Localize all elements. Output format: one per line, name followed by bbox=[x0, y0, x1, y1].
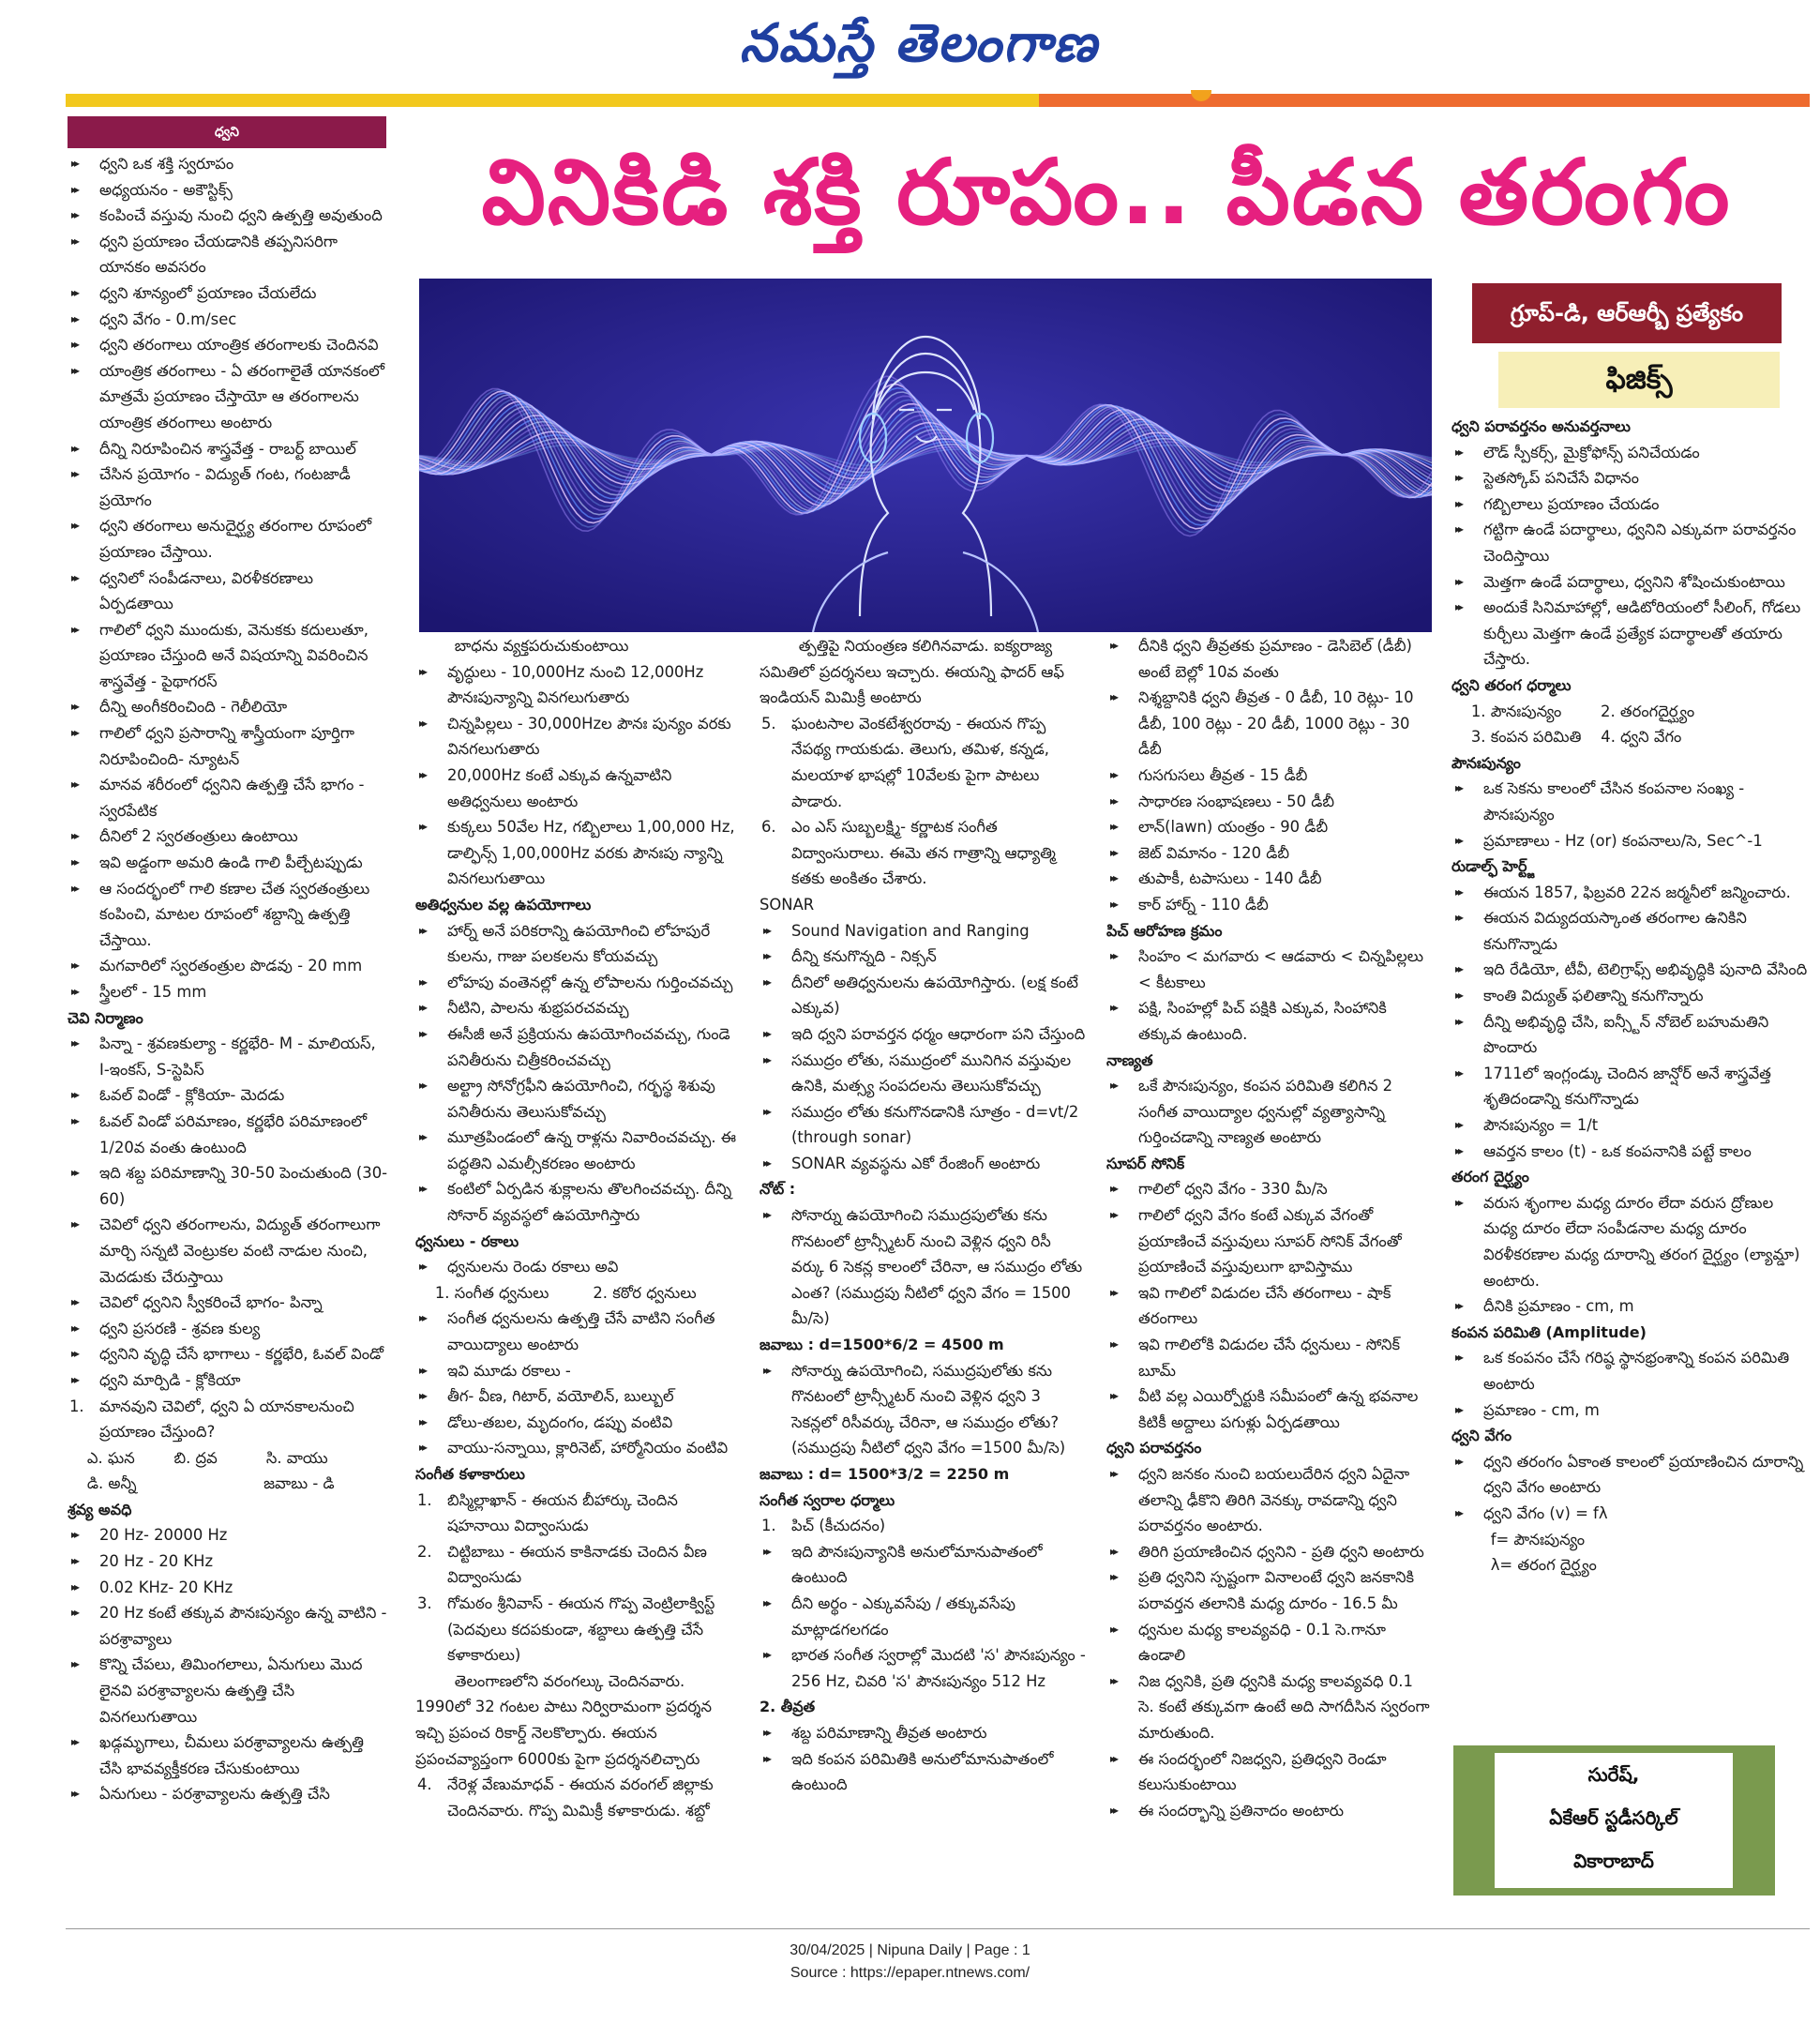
item-text: ఎం ఎస్ సుబ్బలక్ష్మి- కర్ణాటక సంగీత విద్వాంసురాలు. ఈమె తన గాత్రాన్ని ఆధ్యాత్మి కతకు అంకితం చేశారు. bbox=[791, 818, 1061, 888]
paragraph-text: f= పౌనఃపున్యం bbox=[1451, 1530, 1586, 1548]
bullet-item: ▸▸ పిన్నా - శ్రవణకుల్యా - కర్ణభేరి- M - మాలియస్, I-ఇంకస్, S-స్టెపిస్ bbox=[68, 1031, 388, 1082]
footer-divider bbox=[66, 1928, 1810, 1929]
newspaper-logo: నమస్తే తెలంగాణ bbox=[739, 12, 1099, 74]
bullet-item: ▸▸ గాలిలో ధ్వని ముందుకు, వెనుకకు కదులుతూ, ప్రయాణం చేస్తుంది అనే విషయాన్ని వివరించిన శాస్త్రవేత్త - పైథాగరస్ bbox=[68, 617, 388, 695]
paragraph-text: త్పత్తిపై నియంత్రణ కలిగినవాడు. ఐక్యరాజ్య సమితిలో ప్రదర్శనలు ఇచ్చారు. ఈయన్ని ఫాదర్ ఆఫ్ ఇండియన్ మిమిక్రీ అంటారు bbox=[760, 637, 1070, 707]
item-text: మానవుని చెవిలో, ధ్వని ఏ యానకాలనుంచి ప్రయాణం చేస్తుంది? bbox=[99, 1397, 360, 1442]
item-number: 1. bbox=[417, 1490, 432, 1509]
item-number: 3. bbox=[417, 1594, 432, 1612]
section-heading: ధ్వని పరావర్తనం bbox=[1106, 1439, 1202, 1458]
numbered-item bbox=[415, 1772, 744, 1823]
bullet-item: ▸▸ వరుస శృంగాల మధ్య దూరం లేదా వరుస ద్రోణుల మధ్య దూరం లేదా సంపీడనాల మధ్య దూరం విరళీకరణాల మధ్య దూరాన్ని తరంగ దైర్ఘ్యం (ల్యామ్డా) అంటారు. bbox=[1451, 1190, 1808, 1293]
bullet-item: ▸▸ ఒకే పౌనఃపున్యం, కంపన పరిమితి కలిగిన 2 సంగీత వాయిద్యాల ధ్వనుల్లో వ్యత్యాసాన్ని గుర్తించడాన్ని నాణ్యత అంటారు bbox=[1106, 1073, 1430, 1151]
bullet-item: ▸▸ ఈ సందర్భాన్ని ప్రతినాదం అంటారు bbox=[1106, 1798, 1430, 1824]
author-organization: ఏకేఆర్ స్టడీసర్కిల్ bbox=[1549, 1806, 1678, 1829]
paragraph-text: డి. అన్నీ జవాబు - డి bbox=[68, 1474, 335, 1493]
bullet-item: ▸▸ ఇవి గాలిలో విడుదల చేసే తరంగాలు - షాక్ తరంగాలు bbox=[1106, 1280, 1430, 1332]
bullet-item: ▸▸ ధ్వని మార్పిడి - క్లోకియా bbox=[68, 1367, 388, 1394]
section-heading: చెవి నిర్మాణం bbox=[68, 1008, 143, 1027]
numbered-item bbox=[760, 711, 1088, 814]
section-heading: శ్రవ్య అవధి bbox=[68, 1500, 132, 1518]
bullet-item: ▸▸ ఇది పౌనఃపున్యానికి అనులోమానుపాతంలో ఉంటుంది bbox=[760, 1539, 1088, 1591]
bullet-item: ▸▸ 20,000Hz కంటే ఎక్కువ ఉన్నవాటిని అతిధ్వనులు అంటారు bbox=[415, 763, 744, 814]
bullet-item: ▸▸ ధ్వనిలో సంపీడనాలు, విరళీకరణాలు ఏర్పడతాయి bbox=[68, 566, 388, 617]
bullet-item: ▸▸ సింహం < మగవారు < ఆడవారు < చిన్నపిల్లలు < కీటకాలు bbox=[1106, 944, 1430, 995]
bullet-item: ▸▸ శబ్ద పరిమాణాన్ని తీవ్రత అంటారు bbox=[760, 1720, 1088, 1746]
column-5 bbox=[1451, 414, 1808, 1745]
bullet-item: ▸▸ ఓవల్ విండో పరిమాణం, కర్ణభేరి పరిమాణంలో 1/20వ వంతు ఉంటుంది bbox=[68, 1109, 388, 1160]
bullet-item: ▸▸ అల్ట్రా సోనోగ్రఫీని ఉపయోగించి, గర్భస్థ శిశువు పనితీరును తెలుసుకోవచ్చు bbox=[415, 1073, 744, 1125]
bullet-item: ▸▸ వృద్ధులు - 10,000Hz నుంచి 12,000Hz పౌనఃపున్యాన్ని వినగలుగుతారు bbox=[415, 659, 744, 711]
subject-badge: ఫిజిక్స్ bbox=[1498, 352, 1780, 408]
paragraph-text: ఎ. ఘన బి. ద్రవ సి. వాయు bbox=[68, 1448, 328, 1467]
bullet-item: ▸▸ ఇది కంపన పరిమితికి అనులోమానుపాతంలో ఉంటుంది bbox=[760, 1746, 1088, 1798]
bullet-item: ▸▸ సాధారణ సంభాషణలు - 50 డీబీ bbox=[1106, 789, 1430, 815]
bullet-item: ▸▸ ఇది రేడియో, టీవీ, టెలిగ్రాఫ్స్ అభివృద్ధికి పునాది వేసింది bbox=[1451, 957, 1808, 983]
bullet-item: ▸▸ కంటిలో ఏర్పడిన శుక్లాలను తొలగించవచ్చు. దీన్ని సోనార్ వ్యవస్థలో ఉపయోగిస్తారు bbox=[415, 1176, 744, 1228]
section-heading: సంగీత కళాకారులు bbox=[415, 1465, 525, 1483]
section-heading: అతిధ్వనుల వల్ల ఉపయోగాలు bbox=[415, 895, 592, 914]
bullet-item: ▸▸ గబ్బిలాలు ప్రయాణం చేయడం bbox=[1451, 491, 1808, 518]
bullet-item: ▸▸ పక్షి, సింహల్లో పిచ్ పక్షికి ఎక్కువ, సింహానికి తక్కువ ఉంటుంది. bbox=[1106, 995, 1430, 1047]
bullet-item: ▸▸ దీనికి ప్రమాణం - cm, m bbox=[1451, 1293, 1808, 1320]
paragraph-text: 3. కంపన పరిమితి 4. ధ్వని వేగం bbox=[1451, 728, 1682, 747]
footer-date-page: 30/04/2025 | Nipuna Daily | Page : 1 bbox=[790, 1942, 1030, 1958]
item-text: చిట్టిబాబు - ఈయన కాకినాడకు చెందిన వీణ విద్వాంసుడు bbox=[447, 1542, 713, 1587]
bullet-item: ▸▸ సముద్రం లోతు కనుగొనడానికి సూత్రం - d=vt/2 (through sonar) bbox=[760, 1099, 1088, 1151]
bullet-item: ▸▸ ధ్వని తరంగాలు యాంత్రిక తరంగాలకు చెందినవి bbox=[68, 332, 388, 358]
bullet-item: ▸▸ కొన్ని చేపలు, తిమింగలాలు, ఏనుగులు మొద లైనవి పరశ్రావ్యాలను ఉత్పత్తి చేసి వినగలుగుతాయి bbox=[68, 1652, 388, 1729]
bullet-item: ▸▸ సముద్రం లోతు, సముద్రంలో మునిగిన వస్తువుల ఉనికి, మత్స్య సంపదలను తెలుసుకోవచ్చు bbox=[760, 1048, 1088, 1099]
bullet-item: ▸▸ ఇది శబ్ద పరిమాణాన్ని 30-50 పెంచుతుంది (30-60) bbox=[68, 1160, 388, 1212]
section-heading: కంపన పరిమితి (Amplitude) bbox=[1451, 1322, 1647, 1341]
bullet-item: ▸▸ గాలిలో ధ్వని వేగం - 330 మీ/సె bbox=[1106, 1176, 1430, 1202]
section-heading: పిచ్ ఆరోహణ క్రమం bbox=[1106, 921, 1223, 940]
bullet-item: ▸▸ Sound Navigation and Ranging bbox=[760, 918, 1088, 944]
section-heading: నాణ్యత bbox=[1106, 1050, 1153, 1069]
bullet-item: ▸▸ ప్రమాణం - cm, m bbox=[1451, 1397, 1808, 1424]
bullet-item: ▸▸ ధ్వనిని వృద్ధి చేసే భాగాలు - కర్ణభేరి, ఓవల్ విండో bbox=[68, 1341, 388, 1367]
numbered-item bbox=[760, 1513, 1088, 1539]
section-heading: 2. తీవ్రత bbox=[760, 1698, 816, 1716]
numbered-item bbox=[68, 1394, 388, 1445]
bullet-item: ▸▸ లోహపు వంతెనల్లో ఉన్న లోపాలను గుర్తించవచ్చు bbox=[415, 970, 744, 996]
bullet-item: ▸▸ సోనార్ను ఉపయోగించి సముద్రపులోతు కను గొనటంలో ట్రాన్స్మీటర్ నుంచి వెళ్లిన ధ్వని రిసీ వర్కు 6 సెకన్ల కాలంలో చేరినా, ఆ సముద్రం లోతు ఎంత? (సముద్రపు నీటిలో ధ్వని వేగం = 1500 మీ/సె) bbox=[760, 1202, 1088, 1332]
author-box bbox=[1453, 1745, 1775, 1896]
section-heading: ధ్వని తరంగ ధర్మాలు bbox=[1451, 675, 1572, 694]
bullet-item: ▸▸ ఈ సందర్భంలో నిజధ్వని, ప్రతిధ్వని రెండూ కలుసుకుంటాయి bbox=[1106, 1746, 1430, 1798]
section-heading: తరంగ దైర్ఘ్యం bbox=[1451, 1168, 1529, 1186]
bullet-item: ▸▸ ధ్వని తరంగాలు అనుదైర్ఘ్య తరంగాల రూపంలో ప్రయాణం చేస్తాయి. bbox=[68, 513, 388, 565]
bullet-item: ▸▸ వీటి వల్ల ఎయిర్పోర్టుకి సమీపంలో ఉన్న భవనాల కిటికీ అద్దాలు పగుళ్లు ఏర్పడతాయి bbox=[1106, 1383, 1430, 1435]
bullet-item: ▸▸ తుపాకీ, టపాసులు - 140 డీబీ bbox=[1106, 866, 1430, 892]
author-place: వికారాబాద్ bbox=[1573, 1850, 1654, 1872]
bullet-item: ▸▸ గాలిలో ధ్వని వేగం కంటే ఎక్కువ వేగంతో ప్రయాణించే వస్తువులు సూపర్ సోనిక్ వేగంతో ప్రయాణించే వస్తువులుగా భావిస్తాము bbox=[1106, 1202, 1430, 1280]
bullet-item: ▸▸ 20 Hz - 20 KHz bbox=[68, 1548, 388, 1575]
item-text: ఘంటసాల వెంకటేశ్వరరావు - ఈయన గొప్ప నేపథ్య గాయకుడు. తెలుగు, తమిళ, కన్నడ, మలయాళ భాషల్లో 10వేలకు పైగా పాటలు పాడారు. bbox=[791, 714, 1055, 810]
bullet-item: ▸▸ చెవిలో ధ్వనిని స్వీకరించే భాగం- పిన్నా bbox=[68, 1290, 388, 1316]
bullet-item: ▸▸ లౌడ్ స్పీకర్స్, మైక్రోఫోన్స్ పనిచేయడం bbox=[1451, 440, 1808, 466]
section-heading: రుడాల్ఫ్ హెర్ట్జ్ bbox=[1451, 857, 1535, 876]
bullet-item: ▸▸ కంపించే వస్తువు నుంచి ధ్వని ఉత్పత్తి అవుతుంది bbox=[68, 203, 388, 229]
item-number: 2. bbox=[417, 1542, 432, 1561]
bullet-item: ▸▸ ఒక కంపనం చేసే గరిష్ఠ స్థానభ్రంశాన్ని కంపన పరిమితి అంటారు bbox=[1451, 1345, 1808, 1397]
topic-label: ధ్వని bbox=[68, 116, 386, 148]
bullet-item: ▸▸ మూత్రపిండంలో ఉన్న రాళ్లను నివారించవచ్చు. ఈ పద్ధతిని ఎమల్సీకరణం అంటారు bbox=[415, 1125, 744, 1176]
bullet-item: ▸▸ ధ్వని శూన్యంలో ప్రయాణం చేయలేదు bbox=[68, 280, 388, 307]
bullet-item: ▸▸ ధ్వనులను రెండు రకాలు అవి bbox=[415, 1254, 744, 1280]
bullet-item: ▸▸ ఖడ్గమృగాలు, చీమలు పరశ్రావ్యాలను ఉత్పత్తి చేసి భావవ్యక్తీకరణ చేసుకుంటాయి bbox=[68, 1729, 388, 1781]
masthead bbox=[0, 0, 1820, 94]
bullet-item: ▸▸ కుక్కలు 50వేల Hz, గబ్బిలాలు 1,00,000 Hz, డాల్ఫిన్స్ 1,00,000Hz వరకు పౌనఃపు న్యాన్ని వినగలుగుతాయి bbox=[415, 814, 744, 892]
bullet-item: ▸▸ చిన్నపిల్లలు - 30,000Hzల పౌనః పున్యం వరకు వినగలుగుతారు bbox=[415, 711, 744, 763]
header-rule-accent bbox=[1039, 94, 1810, 107]
numbered-item bbox=[415, 1539, 744, 1591]
bullet-item: ▸▸ తీగ- వీణ, గిటార్, వయోలిన్, బుల్బుల్ bbox=[415, 1383, 744, 1410]
bullet-item: ▸▸ కార్ హార్న్ - 110 డీబీ bbox=[1106, 892, 1430, 918]
footer-source: Source : https://epaper.ntnews.com/ bbox=[790, 1965, 1030, 1981]
paragraph-text: 1. పౌనఃపున్యం 2. తరంగదైర్ఘ్యం bbox=[1451, 702, 1695, 720]
item-number: 5. bbox=[761, 714, 776, 733]
author-name: సురేష్, bbox=[1587, 1763, 1640, 1786]
bullet-item: ▸▸ మెత్తగా ఉండే పదార్థాలు, ధ్వనిని శోషించుకుంటాయి bbox=[1451, 569, 1808, 596]
bullet-item: ▸▸ గట్టిగా ఉండే పదార్థాలు, ధ్వనిని ఎక్కువగా పరావర్తనం చెందిస్తాయి bbox=[1451, 517, 1808, 568]
footer bbox=[0, 1940, 1820, 1985]
bullet-item: ▸▸ దీన్ని కనుగొన్నది - నిక్సన్ bbox=[760, 944, 1088, 970]
bullet-item: ▸▸ ఒక సెకను కాలంలో చేసిన కంపనాల సంఖ్య - పౌనఃపున్యం bbox=[1451, 776, 1808, 827]
bullet-item: ▸▸ అందుకే సినిమాహాల్లో, ఆడిటోరియంలో సీలింగ్, గోడలు కుర్చీలు మెత్తగా ఉండే ప్రత్యేక పదార్థాలతో తయారు చేస్తారు. bbox=[1451, 595, 1808, 672]
bullet-item: ▸▸ దీనిలో 2 స్వరతంత్రులు ఉంటాయి bbox=[68, 823, 388, 850]
bullet-item: ▸▸ ఆ సందర్భంలో గాలి కణాల చేత స్వరతంత్రులు కంపించి, మాటల రూపంలో శబ్దాన్ని ఉత్పత్తి చేస్తాయి. bbox=[68, 876, 388, 954]
section-heading: జవాబు : d= 1500*3/2 = 2250 m bbox=[760, 1465, 1010, 1483]
item-number: 1. bbox=[761, 1517, 776, 1535]
series-badge: గ్రూప్-డి, ఆర్ఆర్బీ ప్రత్యేకం bbox=[1472, 283, 1782, 343]
paragraph-text: బాధను వ్యక్తపరుచుకుంటాయి bbox=[415, 637, 629, 655]
bullet-item: ▸▸ నీటిని, పాలను శుభ్రపరచవచ్చు bbox=[415, 995, 744, 1021]
item-text: నేరెళ్ల వేణుమాధవ్ - ఈయన వరంగల్ జిల్లాకు చెందినవారు. గొప్ప మిమిక్రీ కళాకారుడు. శబ్దో bbox=[447, 1775, 718, 1820]
bullet-item: ▸▸ ఈయన 1857, ఫిబ్రవరి 22న జర్మనీలో జన్మించారు. bbox=[1451, 880, 1808, 906]
bullet-item: ▸▸ ఆవర్తన కాలం (t) - ఒక కంపనానికి పట్టే కాలం bbox=[1451, 1139, 1808, 1165]
bullet-item: ▸▸ దీన్ని అంగీకరించింది - గెలీలియో bbox=[68, 694, 388, 720]
bullet-item: ▸▸ సంగీత ధ్వనులను ఉత్పత్తి చేసే వాటిని సంగీత వాయిద్యాలు అంటారు bbox=[415, 1306, 744, 1357]
bullet-item: ▸▸ స్త్రీలలో - 15 mm bbox=[68, 979, 388, 1005]
bullet-item: ▸▸ కాంతి విద్యుత్ ఫలితాన్ని కనుగొన్నారు bbox=[1451, 983, 1808, 1009]
bullet-item: ▸▸ గాలిలో ధ్వని ప్రసారాన్ని శాస్త్రీయంగా పూర్తిగా నిరూపించింది- న్యూటన్ bbox=[68, 720, 388, 772]
bullet-item: ▸▸ ఇవి గాలిలోకి విడుదల చేసే ధ్వనులు - సోనిక్ బూమ్ bbox=[1106, 1332, 1430, 1383]
column-3 bbox=[760, 633, 1091, 1890]
bullet-item: ▸▸ చెవిలో ధ్వని తరంగాలను, విద్యుత్ తరంగాలుగా మార్చి సన్నటి వెంట్రుకల వంటి నాడుల నుంచి, మెదడుకు చేరుస్తాయి bbox=[68, 1212, 388, 1290]
bullet-item: ▸▸ ఈయన విద్యుదయస్కాంత తరంగాల ఉనికిని కనుగొన్నాడు bbox=[1451, 905, 1808, 957]
bullet-item: ▸▸ 1711లో ఇంగ్లండ్కు చెందిన జాన్షోర్ అనే శాస్త్రవేత్త శృతిదండాన్ని కనుగొన్నాడు bbox=[1451, 1061, 1808, 1112]
item-text: గోమఠం శ్రీనివాస్ - ఈయన గొప్ప వెంట్రిలాక్విస్ట్ (పెదవులు కదపకుండా, శబ్దాలు ఉత్పత్తి చేసే కళాకారులు) bbox=[447, 1594, 720, 1665]
column-2 bbox=[415, 633, 744, 1890]
bullet-item: ▸▸ ధ్వని జనకం నుంచి బయలుదేరిన ధ్వని ఏదైనా తలాన్ని ఢీకొని తిరిగి వెనక్కు రావడాన్ని ధ్వని పరావర్తనం అంటారు. bbox=[1106, 1461, 1430, 1539]
paragraph-text: λ= తరంగ దైర్ఘ్యం bbox=[1451, 1556, 1597, 1575]
bullet-item: ▸▸ ఇది ధ్వని పరావర్తన ధర్మం ఆధారంగా పని చేస్తుంది bbox=[760, 1021, 1088, 1048]
bullet-item: ▸▸ 0.02 KHz- 20 KHz bbox=[68, 1575, 388, 1601]
bullet-item: ▸▸ ఇవి మూడు రకాలు - bbox=[415, 1358, 744, 1384]
bullet-item: ▸▸ చేసిన ప్రయోగం - విద్యుత్ గంట, గంటజాడీ ప్రయోగం bbox=[68, 461, 388, 513]
bullet-item: ▸▸ పౌనఃపున్యం = 1/t bbox=[1451, 1112, 1808, 1139]
paragraph-text: తెలంగాణలోని వరంగల్కు చెందినవారు. 1990లో 32 గంటల పాటు నిర్విరామంగా ప్రదర్శన ఇచ్చి ప్రపంచ రికార్డ్ నెలకొల్పారు. ఈయన ప్రపంచవ్యాప్తంగా 6000కు పైగా ప్రదర్శనలిచ్చారు bbox=[415, 1671, 717, 1768]
bullet-item: ▸▸ హార్న్ అనే పరికరాన్ని ఉపయోగించి లోహపురే కులను, గాజు పలకలను కోయవచ్చు bbox=[415, 918, 744, 970]
bullet-item: ▸▸ ఇవి అడ్డంగా అమరి ఉండి గాలి పీల్చేటప్పుడు bbox=[68, 850, 388, 876]
section-heading: ధ్వని వేగం bbox=[1451, 1427, 1512, 1445]
bullet-item: ▸▸ 20 Hz కంటే తక్కువ పౌనఃపున్యం ఉన్న వాటిని - పరశ్రావ్యాలు bbox=[68, 1600, 388, 1652]
item-number: 1. bbox=[69, 1397, 84, 1415]
bullet-item: ▸▸ ఓవల్ విండో - క్లోకియా- మెదడు bbox=[68, 1082, 388, 1109]
bullet-item: ▸▸ యాంత్రిక తరంగాలు - ఏ తరంగాలైతే యానకంలో మాత్రమే ప్రయాణం చేస్తాయో ఆ తరంగాలను యాంత్రిక తరంగాలు అంటారు bbox=[68, 358, 388, 436]
numbered-item bbox=[760, 814, 1088, 892]
bullet-item: ▸▸ ధ్వని ప్రసరణి - శ్రవణ కుల్య bbox=[68, 1316, 388, 1342]
bullet-item: ▸▸ ఈసీజీ అనే ప్రక్రియను ఉపయోగించవచ్చు, గుండె పనితీరును చిత్రీకరించవచ్చు bbox=[415, 1021, 744, 1073]
bullet-item: ▸▸ ప్రమాణాలు - Hz (or) కంపనాలు/సె, Sec^-1 bbox=[1451, 828, 1808, 854]
bullet-item: ▸▸ దీనికి ధ్వని తీవ్రతకు ప్రమాణం - డెసిబెల్ (డీబీ) అంటే బెల్లో 10వ వంతు bbox=[1106, 633, 1430, 685]
bullet-item: ▸▸ సోనార్ను ఉపయోగించి, సముద్రపులోతు కను గొనటంలో ట్రాన్స్మీటర్ నుంచి వెళ్లిన ధ్వని 3 సెకన్లలో రిసీవర్కు చేరినా, ఆ సముద్రం లోతు? (సముద్రపు నీటిలో ధ్వని వేగం =1500 మీ/సె) bbox=[760, 1358, 1088, 1461]
bullet-item: ▸▸ డోలు-తబల, మృదంగం, డప్పు వంటివి bbox=[415, 1410, 744, 1436]
sound-wave-art bbox=[419, 279, 1432, 632]
item-number: 6. bbox=[761, 818, 776, 837]
paragraph-text: SONAR bbox=[760, 895, 815, 914]
bullet-item: ▸▸ ధ్వని వేగం - 0.m/sec bbox=[68, 307, 388, 333]
bullet-item: ▸▸ అధ్యయనం - అకౌస్టిక్స్ bbox=[68, 177, 388, 204]
item-number: 4. bbox=[417, 1775, 432, 1794]
bullet-item: ▸▸ తిరిగి ప్రయాణించిన ధ్వనిని - ప్రతి ధ్వని అంటారు bbox=[1106, 1539, 1430, 1565]
bullet-item: ▸▸ జెట్ విమానం - 120 డీబీ bbox=[1106, 840, 1430, 867]
bullet-item: ▸▸ ధ్వని ఒక శక్తి స్వరూపం bbox=[68, 151, 388, 177]
section-heading: పౌనఃపున్యం bbox=[1451, 753, 1521, 772]
bullet-item: ▸▸ 20 Hz- 20000 Hz bbox=[68, 1522, 388, 1548]
column-4 bbox=[1106, 633, 1435, 1890]
bullet-item: ▸▸ దీన్ని అభివృద్ధి చేసి, ఐన్స్టీన్ నోబెల్ బహుమతిని పొందారు bbox=[1451, 1009, 1808, 1061]
bullet-item: ▸▸ మానవ శరీరంలో ధ్వనిని ఉత్పత్తి చేసే భాగం - స్వరపేటిక bbox=[68, 772, 388, 823]
bullet-item: ▸▸ వాయు-సన్నాయి, క్లారినెట్, హార్మోనియం వంటివి bbox=[415, 1435, 744, 1461]
sound-wave-illustration bbox=[419, 279, 1432, 632]
bullet-item: ▸▸ స్టెతస్కోప్ పనిచేసే విధానం bbox=[1451, 465, 1808, 491]
bullet-item: ▸▸ దీన్ని నిరూపించిన శాస్త్రవేత్త - రాబర్ట్ బాయిల్ bbox=[68, 436, 388, 462]
column-1 bbox=[68, 151, 392, 1881]
bullet-item: ▸▸ ఏనుగులు - పరశ్రావ్యాలను ఉత్పత్తి చేసి bbox=[68, 1781, 388, 1807]
item-text: పిచ్ (కీచుదనం) bbox=[791, 1517, 886, 1535]
bullet-item: ▸▸ భారత సంగీత స్వరాల్లో మొదటి 'స' పౌనఃపున్యం - 256 Hz, చివరి 'స' పౌనఃపున్యం 512 Hz bbox=[760, 1642, 1088, 1694]
bullet-item: ▸▸ దీనిలో అతిధ్వనులను ఉపయోగిస్తారు. (లక్ష కంటే ఎక్కువ) bbox=[760, 970, 1088, 1021]
bullet-item: ▸▸ SONAR వ్యవస్థను ఎకో రేంజింగ్ అంటారు bbox=[760, 1151, 1088, 1177]
bullet-item: ▸▸ గుసగుసలు తీవ్రత - 15 డీబీ bbox=[1106, 763, 1430, 789]
section-heading: జవాబు : d=1500*6/2 = 4500 m bbox=[760, 1336, 1004, 1354]
section-heading: సూపర్ సోనిక్ bbox=[1106, 1154, 1185, 1172]
bullet-item: ▸▸ ప్రతి ధ్వనిని స్పష్టంగా వినాలంటే ధ్వని జనకానికి పరావర్తన తలానికి మధ్య దూరం - 16.5 మీ bbox=[1106, 1564, 1430, 1616]
bullet-item: ▸▸ ధ్వని ప్రయాణం చేయడానికి తప్పనిసరిగా యానకం అవసరం bbox=[68, 229, 388, 280]
item-text: బిస్మిల్లాఖాన్ - ఈయన బీహార్కు చెందిన షహనాయి విద్వాంసుడు bbox=[447, 1490, 684, 1535]
section-heading: నోట్ : bbox=[760, 1180, 796, 1199]
bullet-item: ▸▸ ధ్వని వేగం (v) = fλ bbox=[1451, 1501, 1808, 1527]
bullet-item: ▸▸ నిశ్శబ్దానికి ధ్వని తీవ్రత - 0 డీబీ, 10 రెట్లు- 10 డీబీ, 100 రెట్లు - 20 డీబీ, 1000 రెట్లు - 30 డీబీ bbox=[1106, 685, 1430, 763]
bullet-item: ▸▸ లాన్(lawn) యంత్రం - 90 డీబీ bbox=[1106, 814, 1430, 840]
numbered-item bbox=[415, 1488, 744, 1539]
page-title: వినికిడి శక్తి రూపం.. పీడన తరంగం bbox=[481, 140, 1732, 245]
section-heading: ధ్వనులు - రకాలు bbox=[415, 1231, 519, 1250]
bullet-item: ▸▸ మగవారిలో స్వరతంత్రుల పొడవు - 20 mm bbox=[68, 953, 388, 979]
section-heading: సంగీత స్వరాల ధర్మాలు bbox=[760, 1490, 895, 1509]
bullet-item: ▸▸ ధ్వని తరంగం ఏకాంత కాలంలో ప్రయాణించిన దూరాన్ని ధ్వని వేగం అంటారు bbox=[1451, 1449, 1808, 1501]
numbered-item bbox=[415, 1591, 744, 1669]
paragraph-text: 1. సంగీత ధ్వనులు 2. కఠోర ధ్వనులు bbox=[415, 1283, 697, 1302]
bullet-item: ▸▸ నిజ ధ్వనికి, ప్రతి ధ్వనికి మధ్య కాలవ్యవధి 0.1 సె. కంటే తక్కువగా ఉంటే అది సాగదీసిన స్వరంగా మారుతుంది. bbox=[1106, 1669, 1430, 1746]
bullet-item: ▸▸ ధ్వనుల మధ్య కాలవ్యవధి - 0.1 సె.గానూ ఉండాలి bbox=[1106, 1617, 1430, 1669]
section-heading: ధ్వని పరావర్తనం అనువర్తనాలు bbox=[1451, 417, 1631, 435]
bullet-item: ▸▸ దీని అర్థం - ఎక్కువసేపు / తక్కువసేపు మాట్లాడగలగడం bbox=[760, 1591, 1088, 1642]
